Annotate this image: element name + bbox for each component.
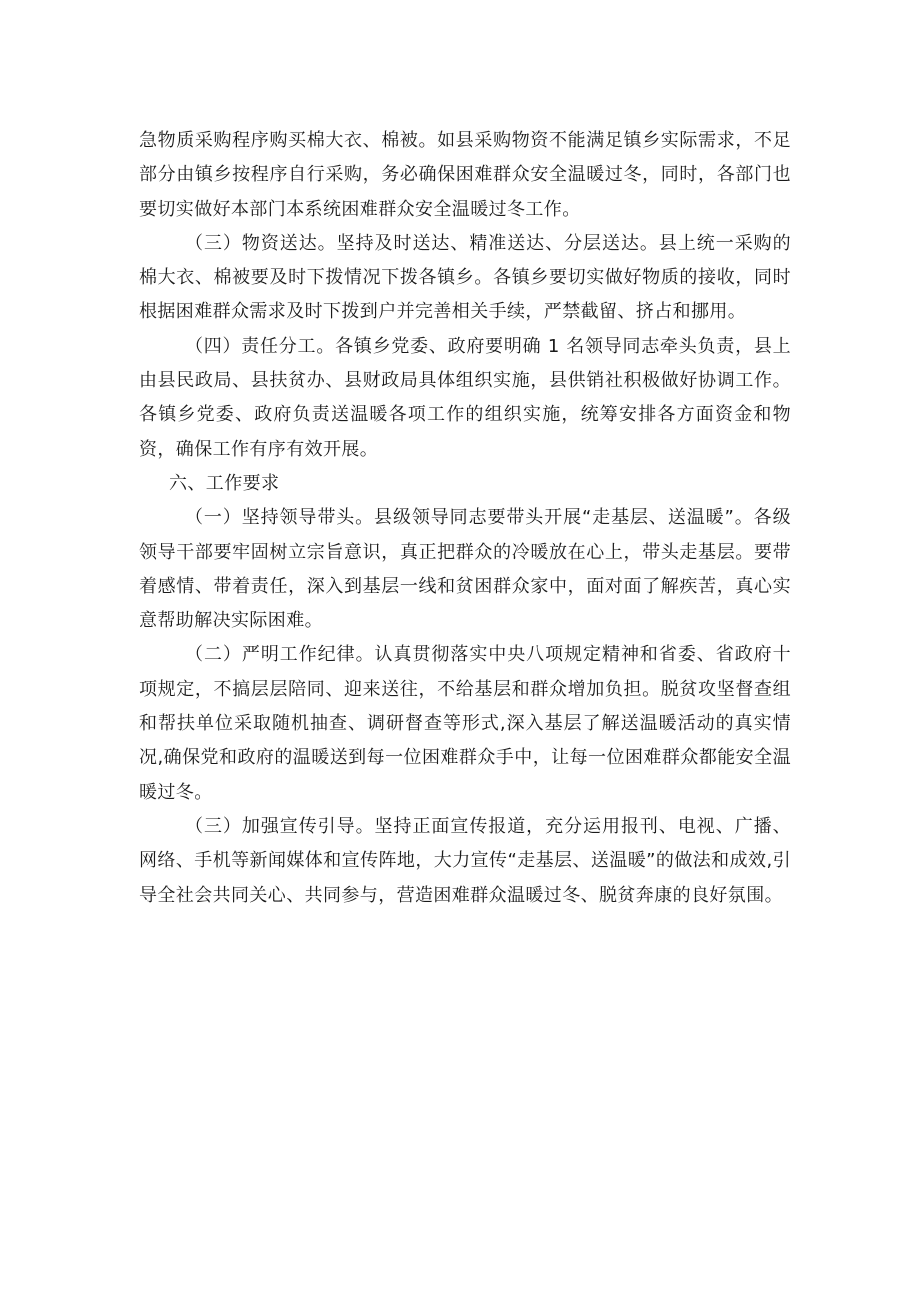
section-heading: 六、工作要求 — [169, 472, 280, 494]
paragraph-publicity: （三）加强宣传引导。坚持正面宣传报道，充分运用报刊、电视、广播、网络、手机等新闻媒体和宣传阵地，大力宣传“走基层、送温暖”的做法和成效,引导全社会共同关心、共同参与，营造困难群众温暖过冬、脱贫奔康的良好氛围。 — [139, 815, 791, 906]
paragraph-leadership: （一）坚持领导带头。县级领导同志要带头开展“走基层、送温暖”。各级领导干部要牢固树立宗旨意识，真正把群众的冷暖放在心上，带头走基层。要带着感情、带着责任，深入到基层一线和贫困群众家中，面对面了解疾苦，真心实意帮助解决实际困难。 — [139, 507, 791, 632]
paragraph-responsibility: （四）责任分工。各镇乡党委、政府要明确 1 名领导同志牵头负责，县上由县民政局、县扶贫办、县财政局具体组织实施，县供销社积极做好协调工作。各镇乡党委、政府负责送温暖各项工作的组织实施，统筹安排各方面资金和物资，确保工作有序有效开展。 — [139, 335, 791, 460]
document-page — [139, 124, 791, 913]
paragraph-discipline: （二）严明工作纪律。认真贯彻落实中央八项规定精神和省委、省政府十项规定，不搞层层陪同、迎来送往，不给基层和群众增加负担。脱贫攻坚督查组和帮扶单位采取随机抽查、调研督查等形式,深入基层了解送温暖活动的真实情况,确保党和政府的温暖送到每一位困难群众手中，让每一位困难群众都能安全温暖过冬。 — [139, 644, 791, 803]
paragraph-continuation: 急物质采购程序购买棉大衣、棉被。如县采购物资不能满足镇乡实际需求，不足部分由镇乡按程序自行采购，务必确保困难群众安全温暖过冬，同时，各部门也要切实做好本部门本系统困难群众安全温暖过冬工作。 — [139, 130, 791, 220]
paragraph-materials-delivery: （三）物资送达。坚持及时送达、精准送达、分层送达。县上统一采购的棉大衣、棉被要及时下拨情况下拨各镇乡。各镇乡要切实做好物质的接收，同时根据困难群众需求及时下拨到户并完善相关手续，严禁截留、挤占和挪用。 — [139, 232, 791, 323]
